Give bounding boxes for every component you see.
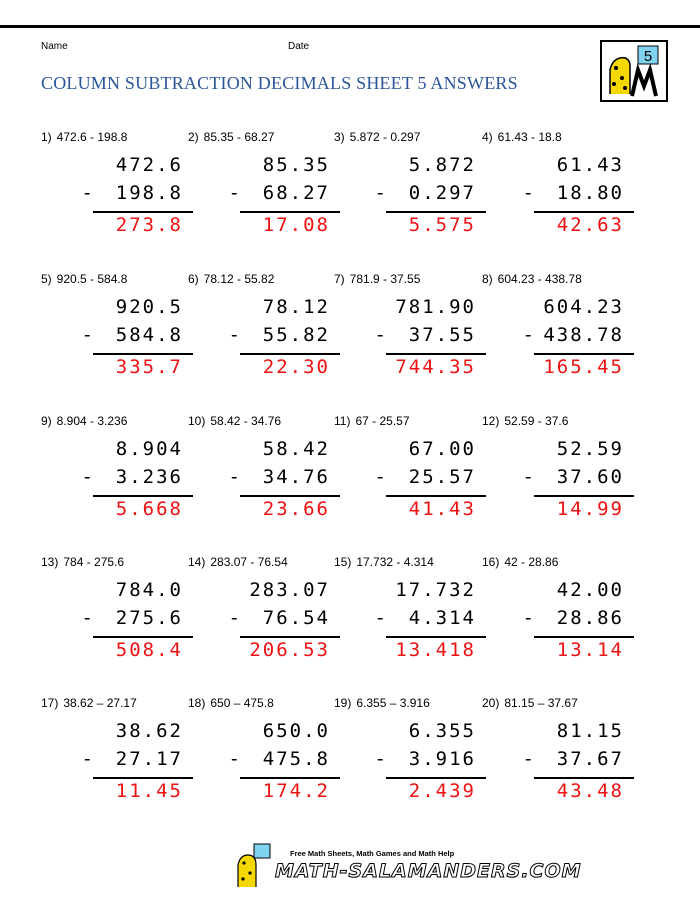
problem: [190, 272, 340, 392]
minus-sign: -: [522, 182, 534, 204]
minus-sign: -: [81, 466, 93, 488]
answer: 22.30: [262, 356, 330, 378]
problem-label: [41, 414, 127, 428]
minuend: 85.35: [262, 154, 330, 176]
minus-sign: -: [374, 607, 386, 629]
problem-label: [334, 555, 434, 569]
minus-sign: -: [522, 607, 534, 629]
problem: [43, 414, 193, 534]
minus-sign: -: [228, 607, 240, 629]
answer-rule: [240, 777, 340, 779]
answer-rule: [534, 353, 634, 355]
subtrahend: 438.78: [543, 324, 624, 346]
problem-number: 9): [41, 414, 52, 428]
problem-label: [188, 555, 288, 569]
minuend: 67.00: [408, 438, 476, 460]
problem: [43, 696, 193, 816]
problem-expression: 17.732 - 4.314: [356, 555, 434, 569]
answer: 5.668: [115, 498, 183, 520]
problem-label: [334, 272, 420, 286]
problem-number: 3): [334, 130, 345, 144]
problem-label: [41, 555, 124, 569]
problem-label: [41, 130, 127, 144]
problem-expression: 5.872 - 0.297: [349, 130, 421, 144]
answer: 42.63: [556, 214, 624, 236]
problem-label: [334, 696, 430, 710]
problem-expression: 58.42 - 34.76: [210, 414, 282, 428]
answer: 23.66: [262, 498, 330, 520]
problem-number: 10): [188, 414, 206, 428]
minus-sign: -: [228, 182, 240, 204]
minuend: 6.355: [408, 720, 476, 742]
subtrahend: 25.57: [408, 466, 476, 488]
subtrahend: 4.314: [408, 607, 476, 629]
minuend: 8.904: [115, 438, 183, 460]
problem-label: [482, 414, 568, 428]
problem-number: 1): [41, 130, 52, 144]
problem: [43, 130, 193, 250]
answer-rule: [93, 495, 193, 497]
subtrahend: 34.76: [262, 466, 330, 488]
minuend: 781.90: [395, 296, 476, 318]
answer: 17.08: [262, 214, 330, 236]
answer-rule: [386, 495, 486, 497]
answer: 13.418: [395, 639, 476, 661]
answer: 273.8: [115, 214, 183, 236]
logo-badge-number: 5: [643, 48, 653, 65]
problem-number: 11): [334, 414, 351, 428]
answer-rule: [240, 636, 340, 638]
problem-number: 8): [482, 272, 493, 286]
answer-rule: [386, 211, 486, 213]
minus-sign: -: [374, 324, 386, 346]
problem-number: 14): [188, 555, 206, 569]
answer: 14.99: [556, 498, 624, 520]
problem-number: 6): [188, 272, 199, 286]
problem-expression: 8.904 - 3.236: [56, 414, 128, 428]
minuend: 650.0: [262, 720, 330, 742]
problem-label: [482, 130, 562, 144]
problem-expression: 42 - 28.86: [504, 555, 559, 569]
problem-number: 4): [482, 130, 493, 144]
problem-expression: 52.59 - 37.6: [504, 414, 569, 428]
subtrahend: 3.236: [115, 466, 183, 488]
answer: 43.48: [556, 780, 624, 802]
problem-expression: 81.15 – 37.67: [504, 696, 578, 710]
minus-sign: -: [81, 324, 93, 346]
problem-label: [334, 414, 410, 428]
date-label: Date: [288, 41, 310, 52]
minuend: 920.5: [115, 296, 183, 318]
problem-label: [41, 272, 127, 286]
minuend: 78.12: [262, 296, 330, 318]
minus-sign: -: [228, 466, 240, 488]
problem: [190, 130, 340, 250]
problem-expression: 38.62 – 27.17: [63, 696, 137, 710]
problem: [190, 414, 340, 534]
subtrahend: 475.8: [262, 748, 330, 770]
salamander-footer-icon: [232, 843, 272, 889]
problem: [190, 555, 340, 675]
minus-sign: -: [81, 748, 93, 770]
problem-number: 16): [482, 555, 500, 569]
answer: 335.7: [115, 356, 183, 378]
answer: 165.45: [543, 356, 624, 378]
answer-rule: [386, 777, 486, 779]
minus-sign: -: [228, 748, 240, 770]
problem-number: 15): [334, 555, 352, 569]
problem: [484, 696, 634, 816]
problem-expression: 67 - 25.57: [355, 414, 410, 428]
answer: 13.14: [556, 639, 624, 661]
answer: 206.53: [249, 639, 330, 661]
problem-expression: 78.12 - 55.82: [203, 272, 275, 286]
problem: [336, 555, 486, 675]
problem-expression: 283.07 - 76.54: [210, 555, 288, 569]
subtrahend: 0.297: [408, 182, 476, 204]
answer-rule: [240, 495, 340, 497]
minuend: 61.43: [556, 154, 624, 176]
minus-sign: -: [522, 748, 534, 770]
footer-brand: MATH-SALAMANDERS.COM: [275, 860, 582, 882]
problem-label: [188, 696, 274, 710]
answer: 174.2: [262, 780, 330, 802]
problem-label: [482, 555, 558, 569]
problem-expression: 784 - 275.6: [63, 555, 125, 569]
problem-label: [41, 696, 137, 710]
answer-rule: [93, 211, 193, 213]
answer-rule: [386, 636, 486, 638]
problem-expression: 61.43 - 18.8: [497, 130, 562, 144]
problem-number: 18): [188, 696, 206, 710]
subtrahend: 76.54: [262, 607, 330, 629]
problem-number: 12): [482, 414, 500, 428]
answer: 744.35: [395, 356, 476, 378]
problem-number: 7): [334, 272, 345, 286]
problem-number: 13): [41, 555, 59, 569]
problem-number: 17): [41, 696, 59, 710]
problem: [336, 696, 486, 816]
problem: [484, 130, 634, 250]
minuend: 81.15: [556, 720, 624, 742]
minuend: 5.872: [408, 154, 476, 176]
answer-rule: [534, 495, 634, 497]
minuend: 604.23: [543, 296, 624, 318]
subtrahend: 68.27: [262, 182, 330, 204]
minuend: 58.42: [262, 438, 330, 460]
answer-rule: [386, 353, 486, 355]
minuend: 283.07: [249, 579, 330, 601]
answer: 508.4: [115, 639, 183, 661]
minuend: 784.0: [115, 579, 183, 601]
subtrahend: 37.60: [556, 466, 624, 488]
subtrahend: 584.8: [115, 324, 183, 346]
problem-label: [188, 272, 274, 286]
problem-expression: 604.23 - 438.78: [497, 272, 582, 286]
subtrahend: 37.67: [556, 748, 624, 770]
minus-sign: -: [374, 748, 386, 770]
problem: [336, 272, 486, 392]
answer-rule: [534, 211, 634, 213]
footer-tagline: Free Math Sheets, Math Games and Math Help: [290, 849, 455, 858]
problem-label: [334, 130, 420, 144]
minuend: 17.732: [395, 579, 476, 601]
problem: [484, 555, 634, 675]
subtrahend: 3.916: [408, 748, 476, 770]
subtrahend: 37.55: [408, 324, 476, 346]
problem: [43, 272, 193, 392]
problem-expression: 85.35 - 68.27: [203, 130, 275, 144]
subtrahend: 55.82: [262, 324, 330, 346]
answer: 41.43: [408, 498, 476, 520]
minus-sign: -: [374, 182, 386, 204]
problem: [190, 696, 340, 816]
problem: [484, 272, 634, 392]
problem-expression: 472.6 - 198.8: [56, 130, 128, 144]
minus-sign: -: [81, 607, 93, 629]
problem-label: [482, 696, 578, 710]
problem: [43, 555, 193, 675]
problem-label: [188, 130, 274, 144]
subtrahend: 27.17: [115, 748, 183, 770]
answer-rule: [534, 636, 634, 638]
answer: 5.575: [408, 214, 476, 236]
subtrahend: 198.8: [115, 182, 183, 204]
answer-rule: [240, 353, 340, 355]
answer-rule: [93, 777, 193, 779]
problem: [484, 414, 634, 534]
problem-label: [188, 414, 281, 428]
footer: [230, 843, 582, 891]
problem-expression: 781.9 - 37.55: [349, 272, 421, 286]
minuend: 52.59: [556, 438, 624, 460]
subtrahend: 18.80: [556, 182, 624, 204]
minus-sign: -: [374, 466, 386, 488]
subtrahend: 275.6: [115, 607, 183, 629]
problem-number: 20): [482, 696, 500, 710]
problem-number: 19): [334, 696, 352, 710]
problem-number: 2): [188, 130, 199, 144]
problem-label: [482, 272, 582, 286]
minus-sign: -: [228, 324, 240, 346]
page-title: COLUMN SUBTRACTION DECIMALS SHEET 5 ANSWERS: [41, 73, 518, 93]
name-label: Name: [41, 41, 68, 52]
minus-sign: -: [522, 466, 534, 488]
problem: [336, 130, 486, 250]
problem-expression: 6.355 – 3.916: [356, 696, 430, 710]
answer-rule: [93, 636, 193, 638]
answer-rule: [240, 211, 340, 213]
answer-rule: [93, 353, 193, 355]
minus-sign: -: [81, 182, 93, 204]
minus-sign: -: [522, 324, 534, 346]
minuend: 472.6: [115, 154, 183, 176]
minuend: 42.00: [556, 579, 624, 601]
answer: 11.45: [115, 780, 183, 802]
answer-rule: [534, 777, 634, 779]
subtrahend: 28.86: [556, 607, 624, 629]
problem-expression: 650 – 475.8: [210, 696, 274, 710]
minuend: 38.62: [115, 720, 183, 742]
answer: 2.439: [408, 780, 476, 802]
problem-number: 5): [41, 272, 52, 286]
problem: [336, 414, 486, 534]
problem-expression: 920.5 - 584.8: [56, 272, 128, 286]
